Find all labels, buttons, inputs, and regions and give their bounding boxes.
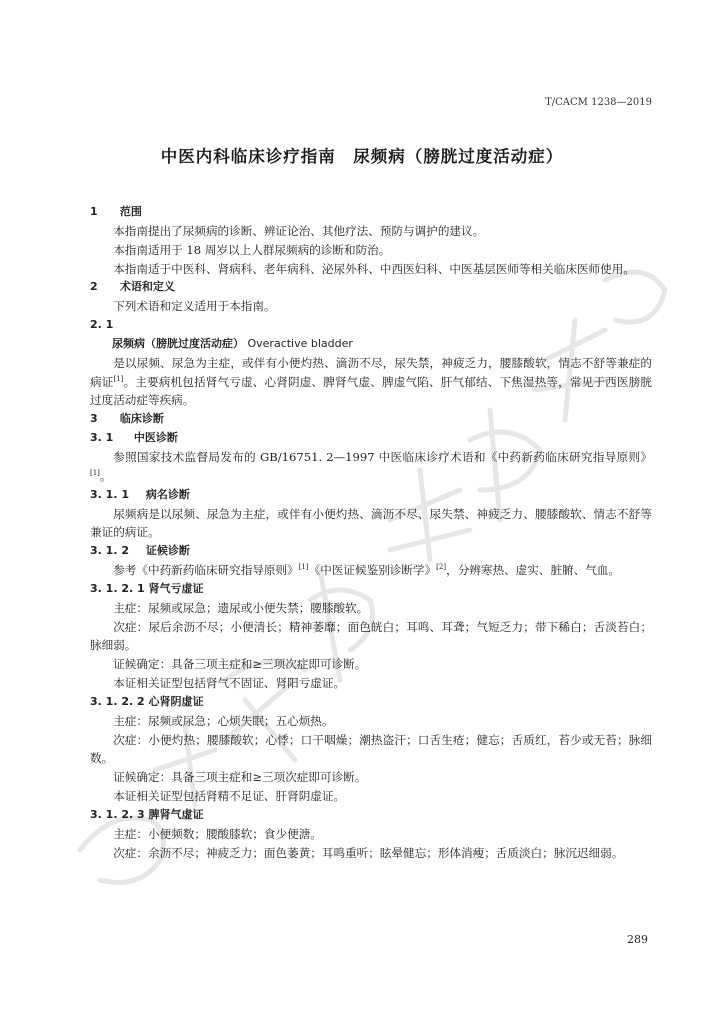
section-title: 术语和定义 <box>119 280 175 294</box>
paragraph: 本指南提出了尿频病的诊断、辨证论治、其他疗法、预防与调护的建议。 <box>113 223 485 238</box>
paragraph: 证候确定：具备三项主症和≥三项次症即可诊断。 <box>113 770 367 785</box>
section-title: 肾气亏虚证 <box>148 581 204 595</box>
paragraph <box>90 354 652 411</box>
section-heading <box>90 693 652 712</box>
paragraph: 次症：小便灼热；腰膝酸软；心悸；口干咽燥；潮热盗汗；口舌生疮；健忘；舌质红，苔少或无苔；脉细数。 <box>90 732 652 766</box>
paragraph-text: 参考《中药新药临床研究指导原则》 <box>113 563 299 578</box>
standard-code: T/CACM 1238—2019 <box>545 97 652 108</box>
section-title: 脾肾气虚证 <box>148 808 204 821</box>
paragraph: 次症：余沥不尽；神疲乏力；面色萎黄；耳鸣重听；眩晕健忘；形体消瘦；舌质淡白；脉沉迟细弱。 <box>113 845 624 860</box>
section-title: 病名诊断 <box>145 487 190 501</box>
section-number: 3. 1. 2 <box>90 544 129 558</box>
citation: [2] <box>436 563 447 572</box>
section-title: 范围 <box>119 205 142 218</box>
citation: [1] <box>298 563 309 572</box>
section-number: 3. 1. 2. 1 <box>90 581 145 595</box>
paragraph-text: 是以尿频、尿急为主症，或伴有小便灼热、滴沥不尽，尿失禁，神疲乏力，腰膝酸软，情志不舒等兼症的病证 <box>90 355 652 389</box>
paragraph: 主症：尿频或尿急；心烦失眠；五心烦热。 <box>113 713 334 728</box>
paragraph-text: ，分辨寒热、虚实、脏腑、气血。 <box>446 563 621 578</box>
section-number: 3. 1. 2. 2 <box>90 694 145 708</box>
section-number: 1 <box>90 205 98 218</box>
paragraph <box>90 448 652 486</box>
paragraph: 本证相关证型包括肾精不足证、肝肾阴虚证。 <box>113 789 346 804</box>
section-heading <box>90 316 652 335</box>
section-heading <box>90 278 652 297</box>
paragraph-text: 参照国家技术监督局发布的 GB/16751. 2—1997 中医临床诊疗术语和《中药新药临床研究指导原则》 <box>113 449 652 464</box>
section-heading <box>90 429 652 448</box>
section-number: 3. 1. 1 <box>90 487 129 501</box>
section-title: 心肾阴虚证 <box>148 694 204 708</box>
section-heading <box>90 203 652 222</box>
term-english: Overactive bladder <box>247 336 353 350</box>
section-number: 3 <box>90 412 98 426</box>
citation: [1] <box>90 468 100 477</box>
paragraph: 证候确定：具备三项主症和≥三项次症即可诊断。 <box>113 657 367 672</box>
term-line <box>90 335 652 354</box>
paragraph: 下列术语和定义适用于本指南。 <box>113 299 276 314</box>
paragraph-text: 。主要病机包括肾气亏虚、心肾阴虚、脾肾气虚、脾虚气陷、肝气郁结、下焦湿热等，常见于西医膀胱过度活动症等疾病。 <box>90 374 652 408</box>
section-heading <box>90 580 652 599</box>
section-heading <box>90 806 652 825</box>
document-body <box>90 203 652 863</box>
paragraph: 尿频病是以尿频、尿急为主症，或伴有小便灼热、滴沥不尽、尿失禁、神疲乏力、腰膝酸软、情志不舒等兼证的病证。 <box>90 506 652 540</box>
citation: [1] <box>113 374 124 383</box>
page-number: 289 <box>627 933 648 946</box>
paragraph <box>90 561 652 580</box>
section-number: 3. 1 <box>90 431 114 445</box>
paragraph: 主症：小便频数；腰酸膝软；食少便溏。 <box>113 826 322 841</box>
paragraph-text: 《中医证候鉴别诊断学》 <box>308 563 437 578</box>
section-heading <box>90 410 652 429</box>
paragraph: 次症：尿后余沥不尽；小便清长；精神萎靡；面色㿠白；耳鸣、耳聋；气短乏力；带下稀白；舌淡苔白；脉细弱。 <box>90 619 652 653</box>
paragraph: 主症：尿频或尿急；遗尿或小便失禁；腰膝酸软。 <box>113 600 369 615</box>
section-title: 临床诊断 <box>119 412 164 426</box>
paragraph: 本证相关证型包括肾气不固证、肾阳亏虚证。 <box>113 676 346 691</box>
page-title: 中医内科临床诊疗指南 尿频病（膀胱过度活动症） <box>160 147 564 166</box>
section-title: 中医诊断 <box>133 431 178 445</box>
section-heading <box>90 486 652 505</box>
term-chinese: 尿频病（膀胱过度活动症） <box>112 336 244 350</box>
paragraph-text: 。 <box>99 468 112 483</box>
section-number: 3. 1. 2. 3 <box>90 808 145 821</box>
paragraph: 本指南适于中医科、肾病科、老年病科、泌尿外科、中西医妇科、中医基层医师等相关临床医师使用。 <box>113 261 635 276</box>
section-number: 2. 1 <box>90 318 114 332</box>
section-heading <box>90 542 652 561</box>
paragraph: 本指南适用于 18 周岁以上人群尿频病的诊断和防治。 <box>113 242 391 257</box>
section-number: 2 <box>90 280 98 294</box>
section-title: 证候诊断 <box>145 544 190 558</box>
